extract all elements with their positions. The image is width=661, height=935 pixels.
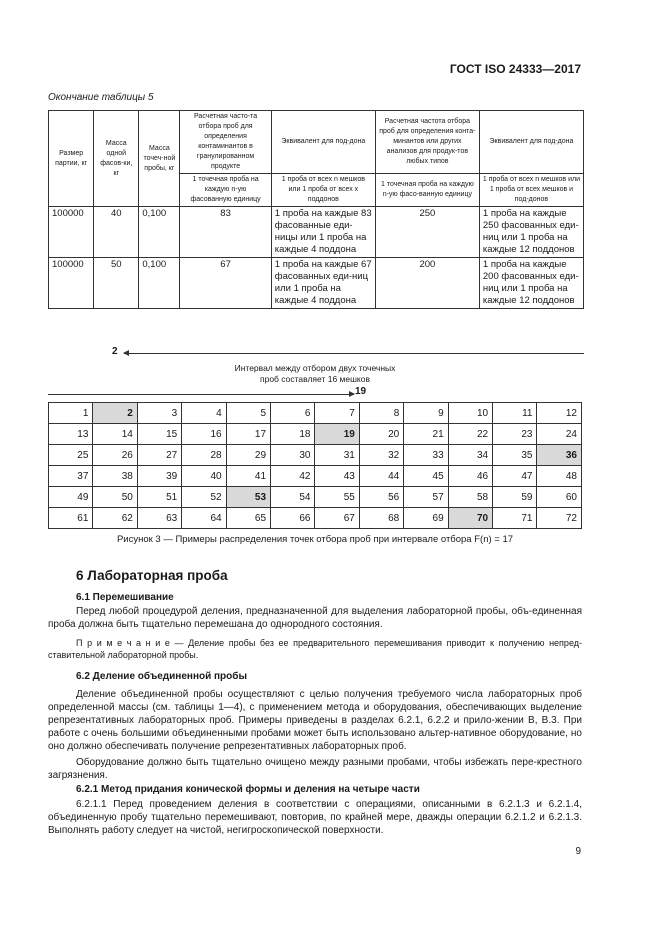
cell-eq2: 1 проба на каждые 200 фасованных еди-ниц или 1 проба на каждые 12 поддонов [479, 258, 583, 309]
th-lot-size: Размер партии, кг [49, 111, 94, 207]
grid-cell: 35 [493, 445, 537, 466]
grid-cell: 13 [49, 424, 93, 445]
grid-cell: 3 [137, 403, 181, 424]
grid-cell: 50 [93, 487, 137, 508]
grid-row [49, 445, 582, 466]
th-unit-mass: Масса одной фасов-ки, кг [94, 111, 139, 207]
subsection-6-2-title: 6.2 Деление объединенной пробы [76, 671, 247, 682]
grid-cell: 47 [493, 466, 537, 487]
th-sub-1: 1 точечная проба на каждую n-ую фасованную единицу [180, 174, 271, 207]
cell-unit: 50 [94, 258, 139, 309]
cell-lot: 100000 [49, 258, 94, 309]
interval-line-top [124, 353, 584, 354]
grid-cell: 8 [359, 403, 403, 424]
cell-freq2: 200 [375, 258, 479, 309]
cell-freq2: 250 [375, 207, 479, 258]
grid-cell: 42 [271, 466, 315, 487]
grid-cell: 71 [493, 508, 537, 529]
interval-caption-line-2: проб составляет 16 мешков [260, 374, 370, 384]
grid-cell: 33 [404, 445, 448, 466]
grid-cell: 57 [404, 487, 448, 508]
note-label: П р и м е ч а н и е [76, 638, 170, 648]
grid-cell: 37 [49, 466, 93, 487]
grid-cell: 11 [493, 403, 537, 424]
th-point-mass: Масса точеч-ной пробы, кг [139, 111, 180, 207]
grid-cell: 65 [226, 508, 270, 529]
grid-cell: 54 [271, 487, 315, 508]
grid-cell: 45 [404, 466, 448, 487]
th-equiv-pallet-2: Эквивалент для под-дона [479, 111, 583, 174]
grid-cell: 70 [448, 508, 492, 529]
paragraph-6-1: Перед любой процедурой деления, предназначенной для выделения лабораторной пробы, объ-единенная проба должна быть тщательно перемешана до однородного состояния. [48, 606, 582, 630]
grid-cell: 64 [182, 508, 226, 529]
subsection-6-1-title: 6.1 Перемешивание [76, 592, 174, 603]
grid-cell: 61 [49, 508, 93, 529]
grid-cell: 10 [448, 403, 492, 424]
cell-eq1: 1 проба на каждые 67 фасованных еди-ниц или 1 проба на каждые 4 поддона [271, 258, 375, 309]
grid-row [49, 508, 582, 529]
grid-cell: 36 [537, 445, 582, 466]
grid-cell: 7 [315, 403, 359, 424]
grid-cell: 40 [182, 466, 226, 487]
cell-point: 0,100 [139, 207, 180, 258]
section-title: 6 Лабораторная проба [76, 568, 228, 583]
cell-freq1: 67 [180, 258, 271, 309]
cell-eq1: 1 проба на каждые 83 фасованные еди-ницы или 1 проба на каждые 4 поддона [271, 207, 375, 258]
grid-cell: 4 [182, 403, 226, 424]
cell-point: 0,100 [139, 258, 180, 309]
grid-cell: 25 [49, 445, 93, 466]
th-freq-other: Расчетная частота отбора проб для определения конта-минантов или других анализов для продук-тов любых типов [375, 111, 479, 174]
grid-cell: 38 [93, 466, 137, 487]
grid-row [49, 487, 582, 508]
grid-cell: 49 [49, 487, 93, 508]
interval-caption [210, 363, 420, 385]
paragraph-6-2-1: Деление объединенной пробы осуществляют с целью получения требуемого числа лабораторных проб определенной массы (см. таблицы 1—4), с применением метода и оборудования, обеспечивающих выделение репрезентативных лабораторных проб. Примеры приведены в разделах 6.2.1, 6.2.2 и прило-жении В, В.3. При работе с очень большими объединенными пробами может быть использовано альтер-нативное оборудование, но оно должно обеспечивать получение репрезентативных лабораторных проб. [48, 689, 582, 752]
grid-cell: 9 [404, 403, 448, 424]
paragraph-6-2-1-1: 6.2.1.1 Перед проведением деления в соответствии с операциями, описанными в 6.2.1.3 и 6.2.1.4, объединенную пробу тщательно перемешивают, повторив, по крайней мере, дважды операции 6.2.1.2 и 6.2.1.3. Выполнять работу следует на чистой, негигроскопической поверхности. [48, 799, 582, 836]
grid-cell: 41 [226, 466, 270, 487]
grid-cell: 60 [537, 487, 582, 508]
grid-cell: 26 [93, 445, 137, 466]
grid-cell: 51 [137, 487, 181, 508]
grid-cell: 39 [137, 466, 181, 487]
grid-cell: 53 [226, 487, 270, 508]
interval-start-label: 2 [112, 346, 118, 357]
th-sub-3: 1 точечная проба на каждую n-ую фасо-ванную единицу [375, 174, 479, 207]
table-row [49, 258, 584, 309]
grid-cell: 5 [226, 403, 270, 424]
standard-header: ГОСТ ISO 24333—2017 [449, 62, 581, 76]
grid-row [49, 424, 582, 445]
grid-cell: 6 [271, 403, 315, 424]
grid-cell: 20 [359, 424, 403, 445]
grid-cell: 72 [537, 508, 582, 529]
table-continuation-label: Окончание таблицы 5 [48, 92, 154, 103]
grid-cell: 24 [537, 424, 582, 445]
grid-cell: 44 [359, 466, 403, 487]
note-6-1 [48, 637, 582, 661]
grid-cell: 67 [315, 508, 359, 529]
cell-lot: 100000 [49, 207, 94, 258]
interval-line-bottom [48, 394, 354, 395]
grid-cell: 58 [448, 487, 492, 508]
grid-cell: 34 [448, 445, 492, 466]
grid-cell: 27 [137, 445, 181, 466]
interval-end-label: 19 [355, 386, 367, 397]
grid-cell: 23 [493, 424, 537, 445]
th-equiv-pallet-1: Эквивалент для под-дона [271, 111, 375, 174]
grid-cell: 43 [315, 466, 359, 487]
cell-freq1: 83 [180, 207, 271, 258]
bag-grid [48, 402, 582, 529]
grid-cell: 21 [404, 424, 448, 445]
grid-cell: 62 [93, 508, 137, 529]
grid-cell: 19 [315, 424, 359, 445]
grid-cell: 29 [226, 445, 270, 466]
grid-cell: 18 [271, 424, 315, 445]
th-freq-granular: Расчетная часто-та отбора проб для определения контаминантов в гранулированном продукте [180, 111, 271, 174]
grid-cell: 2 [93, 403, 137, 424]
grid-cell: 31 [315, 445, 359, 466]
grid-cell: 16 [182, 424, 226, 445]
grid-cell: 28 [182, 445, 226, 466]
page-number: 9 [575, 846, 581, 857]
cell-unit: 40 [94, 207, 139, 258]
grid-cell: 59 [493, 487, 537, 508]
figure-caption: Рисунок 3 — Примеры распределения точек отбора проб при интервале отбора F(n) = 17 [116, 534, 514, 545]
paragraph-6-2-2: Оборудование должно быть тщательно очищено между разными пробами, чтобы избежать пере-крестного загрязнения. [48, 757, 582, 781]
grid-cell: 22 [448, 424, 492, 445]
table-5 [48, 110, 584, 309]
grid-cell: 17 [226, 424, 270, 445]
grid-cell: 66 [271, 508, 315, 529]
cell-eq2: 1 проба на каждые 250 фасованных еди-ниц или 1 проба на каждые 12 поддонов [479, 207, 583, 258]
grid-cell: 63 [137, 508, 181, 529]
th-sub-2: 1 проба от всех n мешков или 1 проба от всех x поддонов [271, 174, 375, 207]
grid-cell: 32 [359, 445, 403, 466]
note-text: — Деление пробы без ее предварительного перемешивания приводит к получению непред-ставительной лабораторной пробы. [48, 638, 582, 660]
grid-cell: 46 [448, 466, 492, 487]
grid-cell: 15 [137, 424, 181, 445]
interval-caption-line-1: Интервал между отбором двух точечных [234, 363, 396, 373]
grid-cell: 1 [49, 403, 93, 424]
grid-cell: 68 [359, 508, 403, 529]
grid-cell: 69 [404, 508, 448, 529]
grid-row [49, 403, 582, 424]
subsection-6-2-1-title: 6.2.1 Метод придания конической формы и деления на четыре части [76, 784, 420, 795]
th-sub-4: 1 проба от всех n мешков или 1 проба от всех мешков и под-донов [479, 174, 583, 207]
grid-cell: 48 [537, 466, 582, 487]
table-row [49, 207, 584, 258]
grid-cell: 30 [271, 445, 315, 466]
grid-cell: 56 [359, 487, 403, 508]
grid-row [49, 466, 582, 487]
grid-cell: 52 [182, 487, 226, 508]
grid-cell: 55 [315, 487, 359, 508]
grid-cell: 14 [93, 424, 137, 445]
grid-cell: 12 [537, 403, 582, 424]
